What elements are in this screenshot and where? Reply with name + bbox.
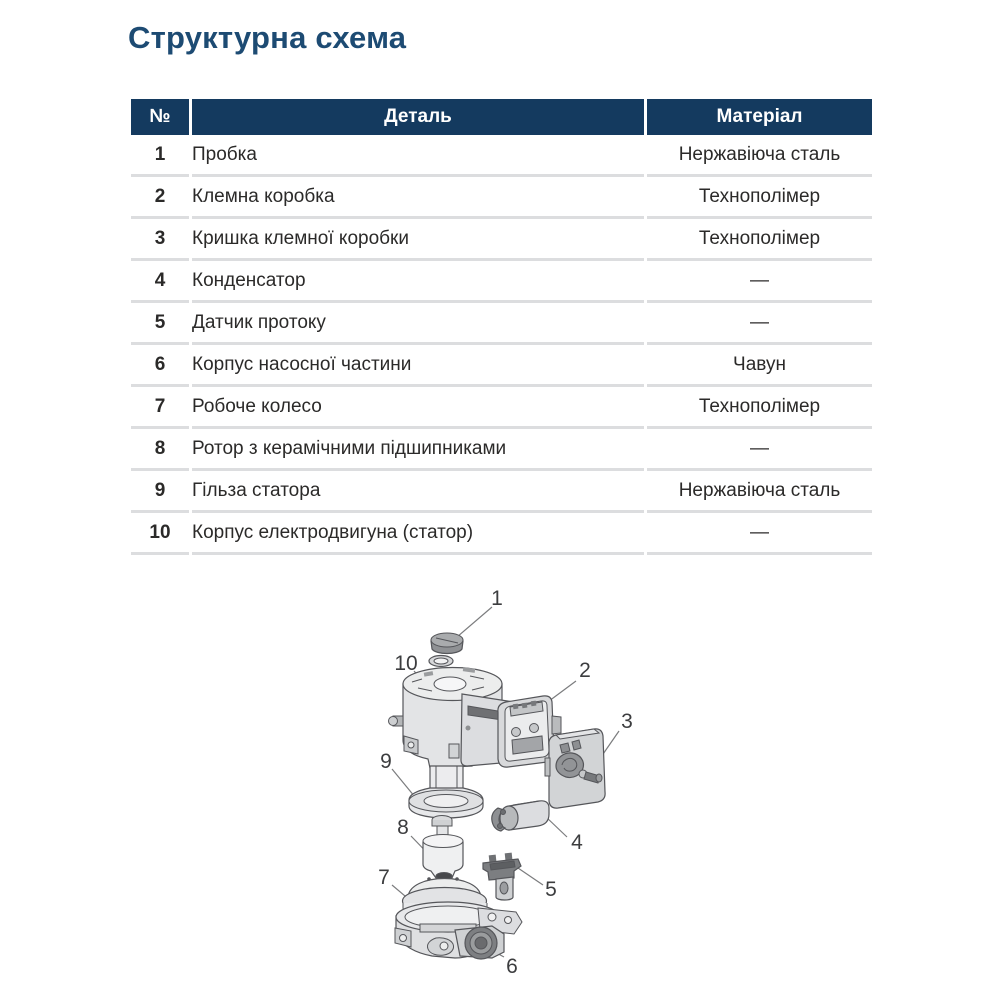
row-material: Чавун xyxy=(647,345,872,387)
row-no: 5 xyxy=(131,303,189,345)
row-no: 7 xyxy=(131,387,189,429)
part-stator-sleeve xyxy=(409,766,483,818)
diagram-label-8: 8 xyxy=(397,816,409,839)
row-no: 1 xyxy=(131,135,189,177)
row-material: Нержавіюча сталь xyxy=(647,135,872,177)
row-no: 2 xyxy=(131,177,189,219)
diagram-label-4: 4 xyxy=(571,831,583,854)
row-material: — xyxy=(647,261,872,303)
diagram-label-6: 6 xyxy=(506,955,518,978)
part-plug xyxy=(429,633,463,667)
page-title: Структурна схема xyxy=(128,20,407,55)
row-no: 3 xyxy=(131,219,189,261)
row-material: Технополімер xyxy=(647,219,872,261)
row-material: Технополімер xyxy=(647,177,872,219)
header-part: Деталь xyxy=(192,99,644,135)
part-rotor xyxy=(423,816,463,884)
diagram-label-9: 9 xyxy=(380,750,392,773)
row-material: — xyxy=(647,303,872,345)
row-part: Клемна коробка xyxy=(192,177,644,219)
row-part: Корпус насосної частини xyxy=(192,345,644,387)
diagram-label-1: 1 xyxy=(491,587,503,610)
part-pump-housing xyxy=(395,902,522,959)
header-material: Матеріал xyxy=(647,99,872,135)
row-no: 8 xyxy=(131,429,189,471)
row-part: Корпус електродвигуна (статор) xyxy=(192,513,644,555)
row-part: Гільза статора xyxy=(192,471,644,513)
row-part: Конденсатор xyxy=(192,261,644,303)
row-material: — xyxy=(647,429,872,471)
diagram-label-2: 2 xyxy=(579,659,591,682)
part-cover xyxy=(545,729,605,808)
row-no: 10 xyxy=(131,513,189,555)
diagram-label-3: 3 xyxy=(621,710,633,733)
diagram-label-5: 5 xyxy=(545,878,557,901)
row-material: — xyxy=(647,513,872,555)
row-no: 4 xyxy=(131,261,189,303)
part-flow-sensor xyxy=(483,853,521,900)
row-part: Робоче колесо xyxy=(192,387,644,429)
row-part: Датчик протоку xyxy=(192,303,644,345)
diagram-label-10: 10 xyxy=(394,652,418,675)
diagram-label-7: 7 xyxy=(378,866,390,889)
row-part: Ротор з керамічними підшипниками xyxy=(192,429,644,471)
row-no: 6 xyxy=(131,345,189,387)
row-material: Технополімер xyxy=(647,387,872,429)
part-capacitor xyxy=(492,801,549,831)
header-no: № xyxy=(131,99,189,135)
row-part: Кришка клемної коробки xyxy=(192,219,644,261)
row-material: Нержавіюча сталь xyxy=(647,471,872,513)
row-part: Пробка xyxy=(192,135,644,177)
row-no: 9 xyxy=(131,471,189,513)
